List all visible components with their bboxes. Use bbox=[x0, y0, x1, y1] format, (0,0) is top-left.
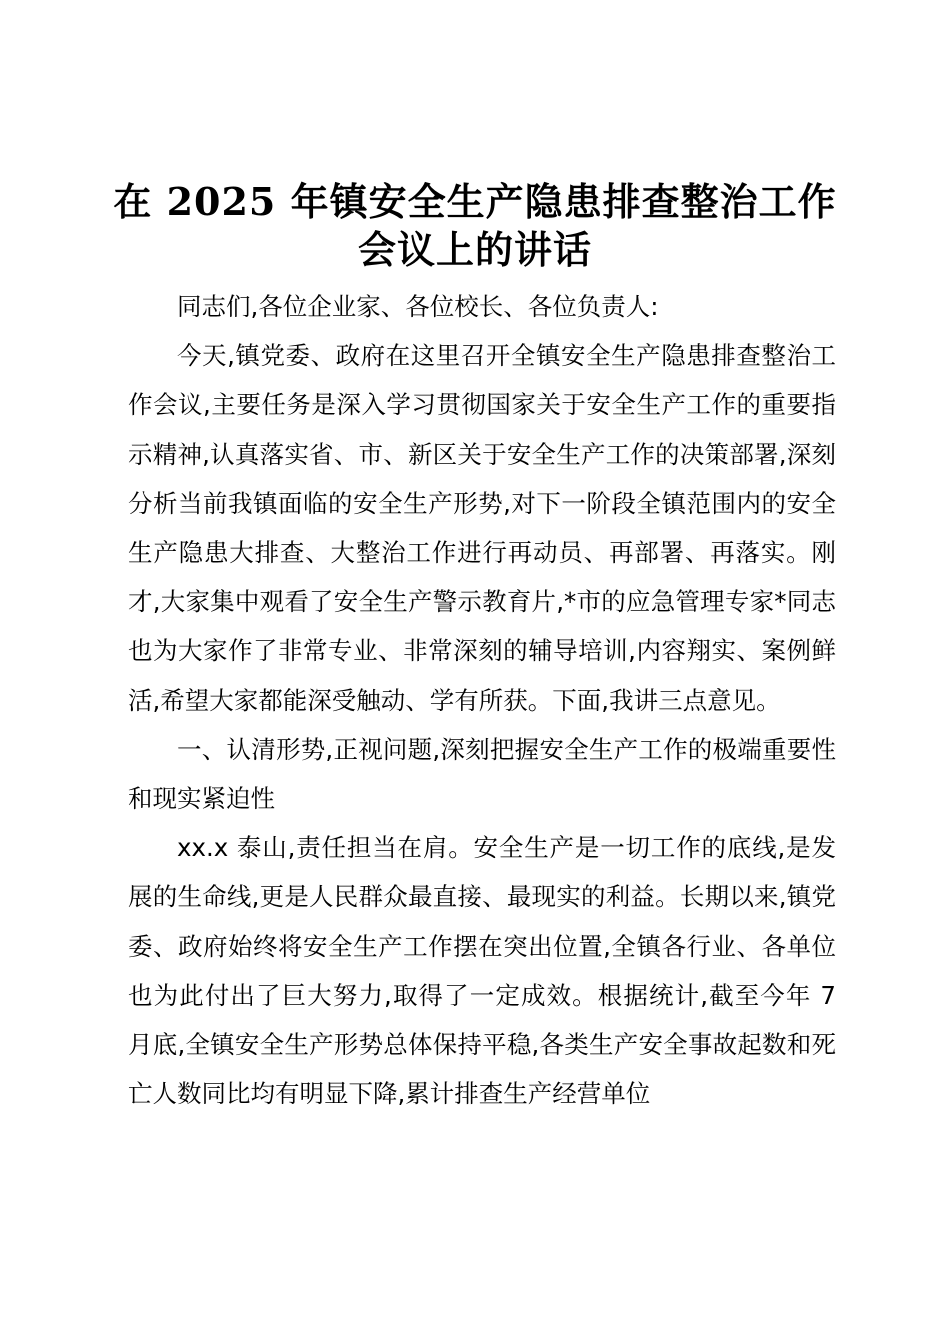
document-title: 在 2025 年镇安全生产隐患排查整治工作会议上的讲话 bbox=[113, 179, 837, 272]
section-heading: 一、认清形势,正视问题,深刻把握安全生产工作的极端重要性和现实紧迫性 bbox=[128, 734, 836, 814]
document-body bbox=[128, 282, 836, 1118]
body-paragraph: xx.x 泰山,责任担当在肩。安全生产是一切工作的底线,是发展的生命线,更是人民群众最直接、最现实的利益。长期以来,镇党委、政府始终将安全生产工作摆在突出位置,全镇各行业、各单位也为此付出了巨大努力,取得了一定成效。根据统计,截至今年 7 月底,全镇安全生产形势总体保持平稳,各类生产安全事故起数和死亡人数同比均有明显下降,累计排查生产经营单位 bbox=[128, 833, 836, 1109]
greeting-paragraph: 同志们,各位企业家、各位校长、各位负责人: bbox=[177, 292, 659, 321]
body-paragraph: 今天,镇党委、政府在这里召开全镇安全生产隐患排查整治工作会议,主要任务是深入学习贯彻国家关于安全生产工作的重要指示精神,认真落实省、市、新区关于安全生产工作的决策部署,深刻分析当前我镇面临的安全生产形势,对下一阶段全镇范围内的安全生产隐患大排查、大整治工作进行再动员、再部署、再落实。刚才,大家集中观看了安全生产警示教育片,*市的应急管理专家*同志也为大家作了非常专业、非常深刻的辅导培训,内容翔实、案例鲜活,希望大家都能深受触动、学有所获。下面,我讲三点意见。 bbox=[128, 341, 836, 715]
